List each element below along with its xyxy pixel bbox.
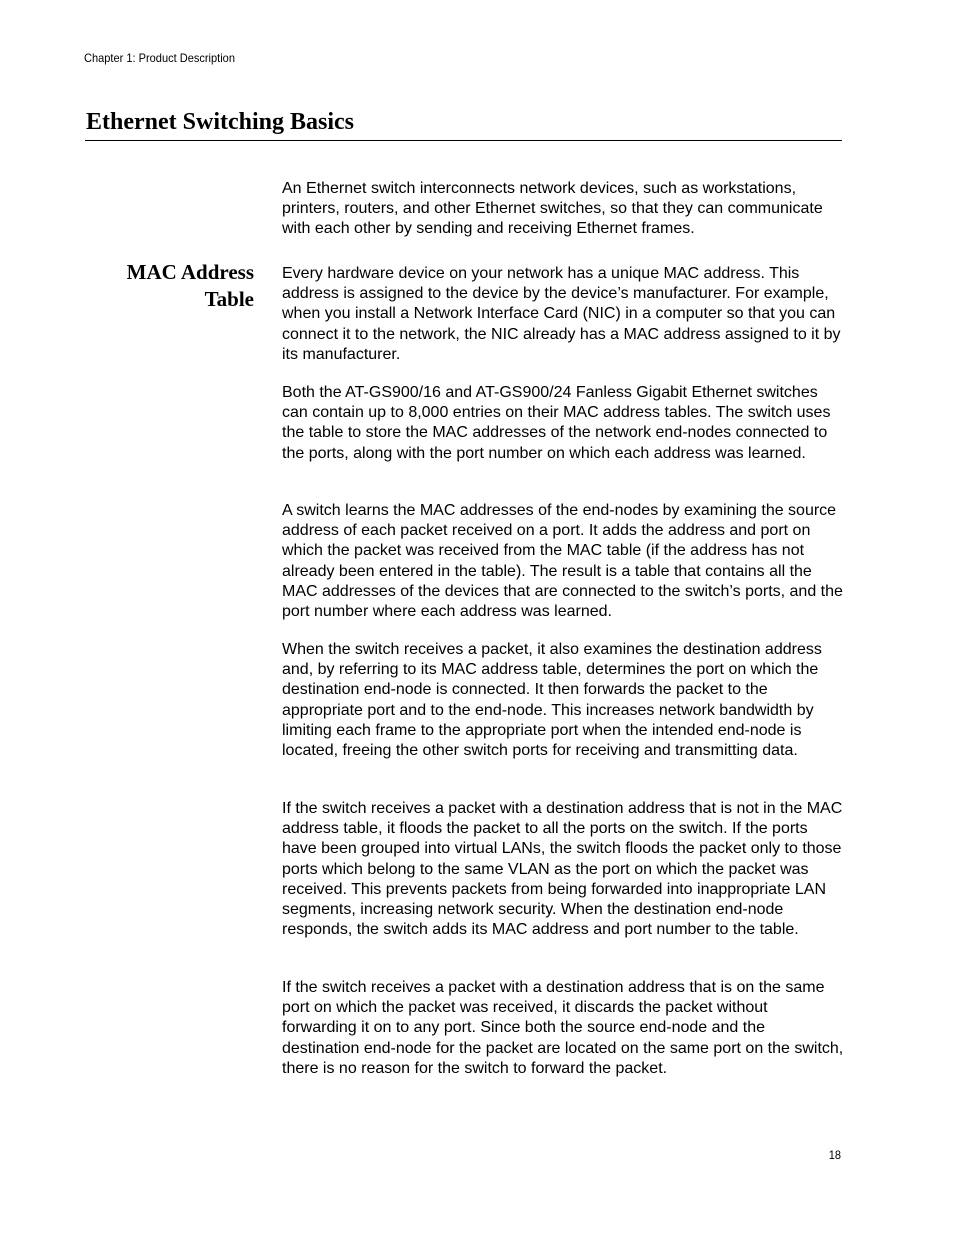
subsection-title-line2: Table bbox=[204, 287, 254, 311]
subsection-title-line1: MAC Address bbox=[126, 260, 254, 284]
subsection-title bbox=[84, 259, 254, 313]
section-title: Ethernet Switching Basics bbox=[86, 109, 355, 135]
intro-paragraph: An Ethernet switch interconnects network devices, such as workstations, printers, routers, and other Ethernet switches, so that they can communicate with each other by sending and receiving Ethernet frames. bbox=[282, 180, 823, 238]
body-paragraph: When the switch receives a packet, it also examines the destination address and, by referring to its MAC address table, determines the port on which the destination end-node is connected. It then forwards the packet to the appropriate port and to the end-node. This increases network bandwidth by limiting each frame to the appropriate port when the intended end-node is located, freeing the other switch ports for receiving and transmitting data. bbox=[282, 641, 822, 760]
body-paragraph: Every hardware device on your network has a unique MAC address. This address is assigned to the device by the device’s manufacturer. For example, when you install a Network Interface Card (NIC) in a computer so that you can connect it to the network, the NIC already has a MAC address assigned to it by its manufacturer. bbox=[282, 265, 841, 363]
page-number: 18 bbox=[828, 1148, 841, 1162]
body-paragraph: A switch learns the MAC addresses of the end-nodes by examining the source address of each packet received on a port. It adds the address and port on which the packet was received from the MAC table (if the address has not already been entered in the table). The result is a table that contains all the MAC addresses of the devices that are connected to the switch’s ports, and the port number where each address was learned. bbox=[282, 502, 843, 621]
body-paragraph: If the switch receives a packet with a destination address that is not in the MAC address table, it floods the packet to all the ports on the switch. If the ports have been grouped into virtual LANs, the switch floods the packet only to those ports which belong to the same VLAN as the port on which the packet was received. This prevents packets from being forwarded into inappropriate LAN segments, increasing network security. When the destination end-node responds, the switch adds its MAC address and port number to the table. bbox=[282, 800, 843, 939]
body-paragraph: Both the AT-GS900/16 and AT-GS900/24 Fanless Gigabit Ethernet switches can contain up to 8,000 entries on their MAC address tables. The switch uses the table to store the MAC addresses of the network end-nodes connected to the ports, along with the port number on which each address was learned. bbox=[282, 384, 831, 462]
running-header: Chapter 1: Product Description bbox=[84, 51, 235, 65]
title-rule bbox=[85, 140, 842, 141]
body-paragraph: If the switch receives a packet with a destination address that is on the same port on which the packet was received, it discards the packet without forwarding it on to any port. Since both the source end-node and the destination end-node for the packet are located on the same port on the switch, there is no reason for the switch to forward the packet. bbox=[282, 979, 844, 1077]
